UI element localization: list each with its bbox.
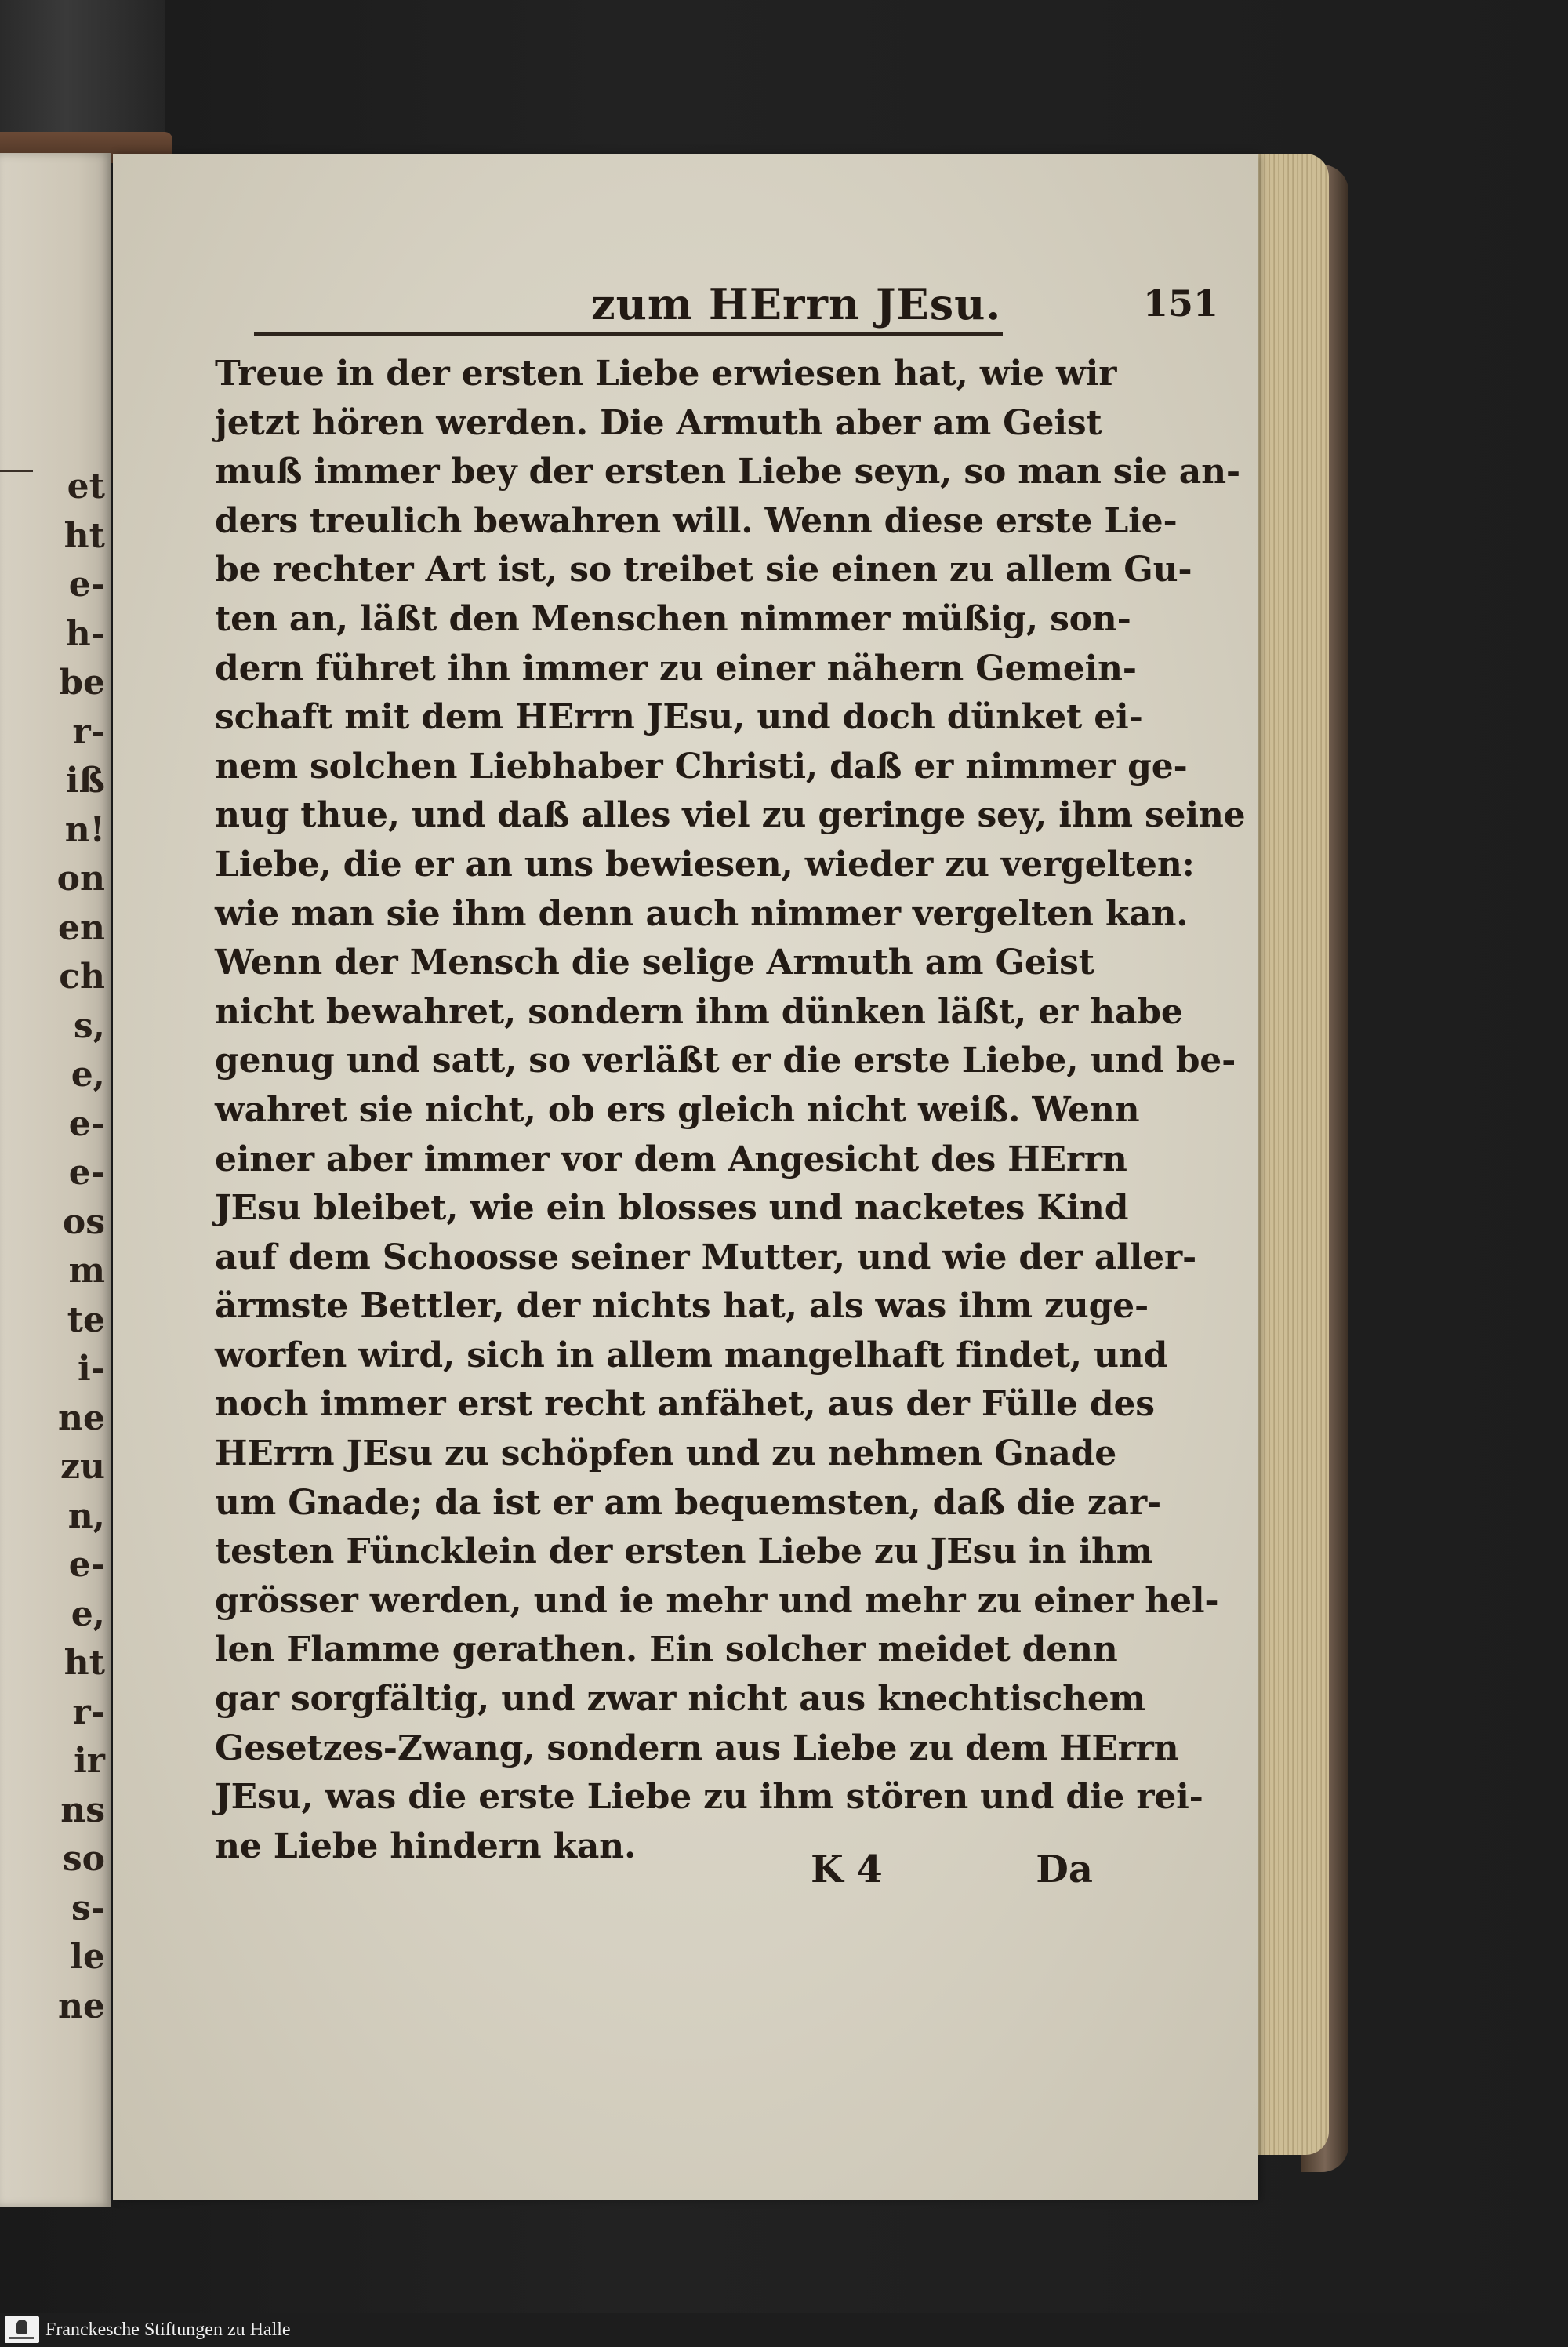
previous-page-edge [0,153,111,2207]
book-page [113,154,1258,2200]
running-head: zum HErrn JEsu. [591,279,1002,329]
previous-page-fragment: ir [74,1741,105,1781]
text-line: einer aber immer vor dem Angesicht des HErrn [215,1139,1127,1179]
previous-page-fragment: on [56,859,105,899]
previous-page-fragment: zu [60,1447,105,1487]
previous-page-fragment: os [62,1201,105,1242]
text-line: JEsu bleibet, wie ein blosses und nacketes Kind [215,1188,1129,1229]
previous-page-fragment: e- [68,565,105,605]
text-line: genug und satt, so verläßt er die erste Liebe, und be- [215,1041,1236,1081]
text-line: um Gnade; da ist er am bequemsten, daß die zar- [215,1482,1162,1523]
previous-page-fragment: s- [71,1887,105,1928]
previous-page-fragment: ch [59,957,105,997]
page-number: 151 [1142,282,1218,325]
text-line: ders treulich bewahren will. Wenn diese erste Lie- [215,500,1178,541]
signature-mark: K 4 [811,1847,883,1891]
text-line: Liebe, die er an uns bewiesen, wieder zu vergelten: [215,844,1195,885]
text-line: dern führet ihn immer zu einer nähern Gemein- [215,648,1137,688]
text-line: jetzt hören werden. Die Armuth aber am Geist [215,402,1102,443]
previous-page-fragment: e, [71,1055,105,1095]
text-line: testen Füncklein der ersten Liebe zu JEsu in ihm [215,1531,1153,1572]
text-line: Gesetzes-Zwang, sondern aus Liebe zu dem HErrn [215,1728,1179,1768]
text-line: grösser werden, und ie mehr und mehr zu einer hel- [215,1580,1219,1621]
text-line: HErrn JEsu zu schöpfen und zu nehmen Gnade [215,1433,1117,1474]
text-line: worfen wird, sich in allem mangelhaft findet, und [215,1335,1168,1375]
institution-logo-icon [5,2316,39,2343]
text-line: auf dem Schoosse seiner Mutter, und wie der aller- [215,1237,1197,1277]
previous-page-fragment: s, [73,1005,105,1046]
text-line: muß immer bey der ersten Liebe seyn, so man sie an- [215,452,1240,492]
previous-page-fragment: m [68,1251,105,1291]
previous-page-fragment: r- [72,711,105,752]
text-line: gar sorgfältig, und zwar nicht aus knechtischem [215,1679,1146,1720]
text-line: JEsu, was die erste Liebe zu ihm stören und die rei- [215,1777,1203,1818]
institution-name: Franckesche Stiftungen zu Halle [45,2320,291,2340]
previous-page-fragment: n, [67,1495,105,1536]
previous-page-fragment: ht [64,515,105,556]
previous-page-fragment: iß [65,761,105,801]
text-line: schaft mit dem HErrn JEsu, und doch dünket ei- [215,697,1143,738]
previous-page-fragment: so [62,1839,105,1879]
page-footer [215,1847,1093,1902]
previous-page-fragment: le [70,1937,105,1977]
previous-page-fragment: i- [78,1349,105,1389]
text-line: Wenn der Mensch die selige Armuth am Geist [215,943,1094,983]
previous-page-fragment: e, [71,1593,105,1634]
catchword: Da [1036,1847,1093,1891]
previous-page-fragment: h- [65,613,105,654]
previous-page-fragment: te [67,1299,105,1340]
text-line: nicht bewahret, sondern ihm dünken läßt, er habe [215,991,1183,1032]
text-line: nem solchen Liebhaber Christi, daß er nimmer ge- [215,746,1188,787]
previous-page-fragment: be [59,663,105,703]
previous-page-fragment: en [58,907,105,948]
previous-page-fragment: e- [68,1545,105,1585]
text-line: noch immer erst recht anfähet, aus der Fülle des [215,1384,1155,1425]
previous-page-fragment: ns [60,1789,105,1830]
text-line: len Flamme gerathen. Ein solcher meidet denn [215,1629,1118,1670]
text-line: wie man sie ihm denn auch nimmer vergelten kan. [215,893,1189,934]
previous-page-fragment: ne [58,1986,105,2026]
previous-page-fragment: e- [68,1153,105,1193]
page-body-text [215,350,1246,1871]
header-rule [254,332,1003,336]
text-line: Treue in der ersten Liebe erwiesen hat, wie wir [215,354,1117,394]
text-line: be rechter Art ist, so treibet sie einen zu allem Gu- [215,550,1192,590]
text-line: ne Liebe hindern kan. [215,1826,637,1866]
text-line: wahret sie nicht, ob ers gleich nicht weiß. Wenn [215,1089,1140,1130]
previous-page-fragment: r- [72,1691,105,1732]
text-line: ärmste Bettler, der nichts hat, als was ihm zuge- [215,1286,1149,1327]
previous-page-fragment: e- [68,1103,105,1144]
text-line: nug thue, und daß alles viel zu geringe sey, ihm seine [215,795,1246,836]
previous-page-fragment: n! [64,809,105,850]
institution-bar [0,2313,1568,2347]
previous-page-fragment: ne [58,1397,105,1438]
previous-page-text-fragments [0,463,111,2031]
previous-page-fragment: et [67,467,105,507]
text-line: ten an, läßt den Menschen nimmer müßig, son- [215,598,1131,639]
previous-page-fragment: ht [64,1643,105,1683]
